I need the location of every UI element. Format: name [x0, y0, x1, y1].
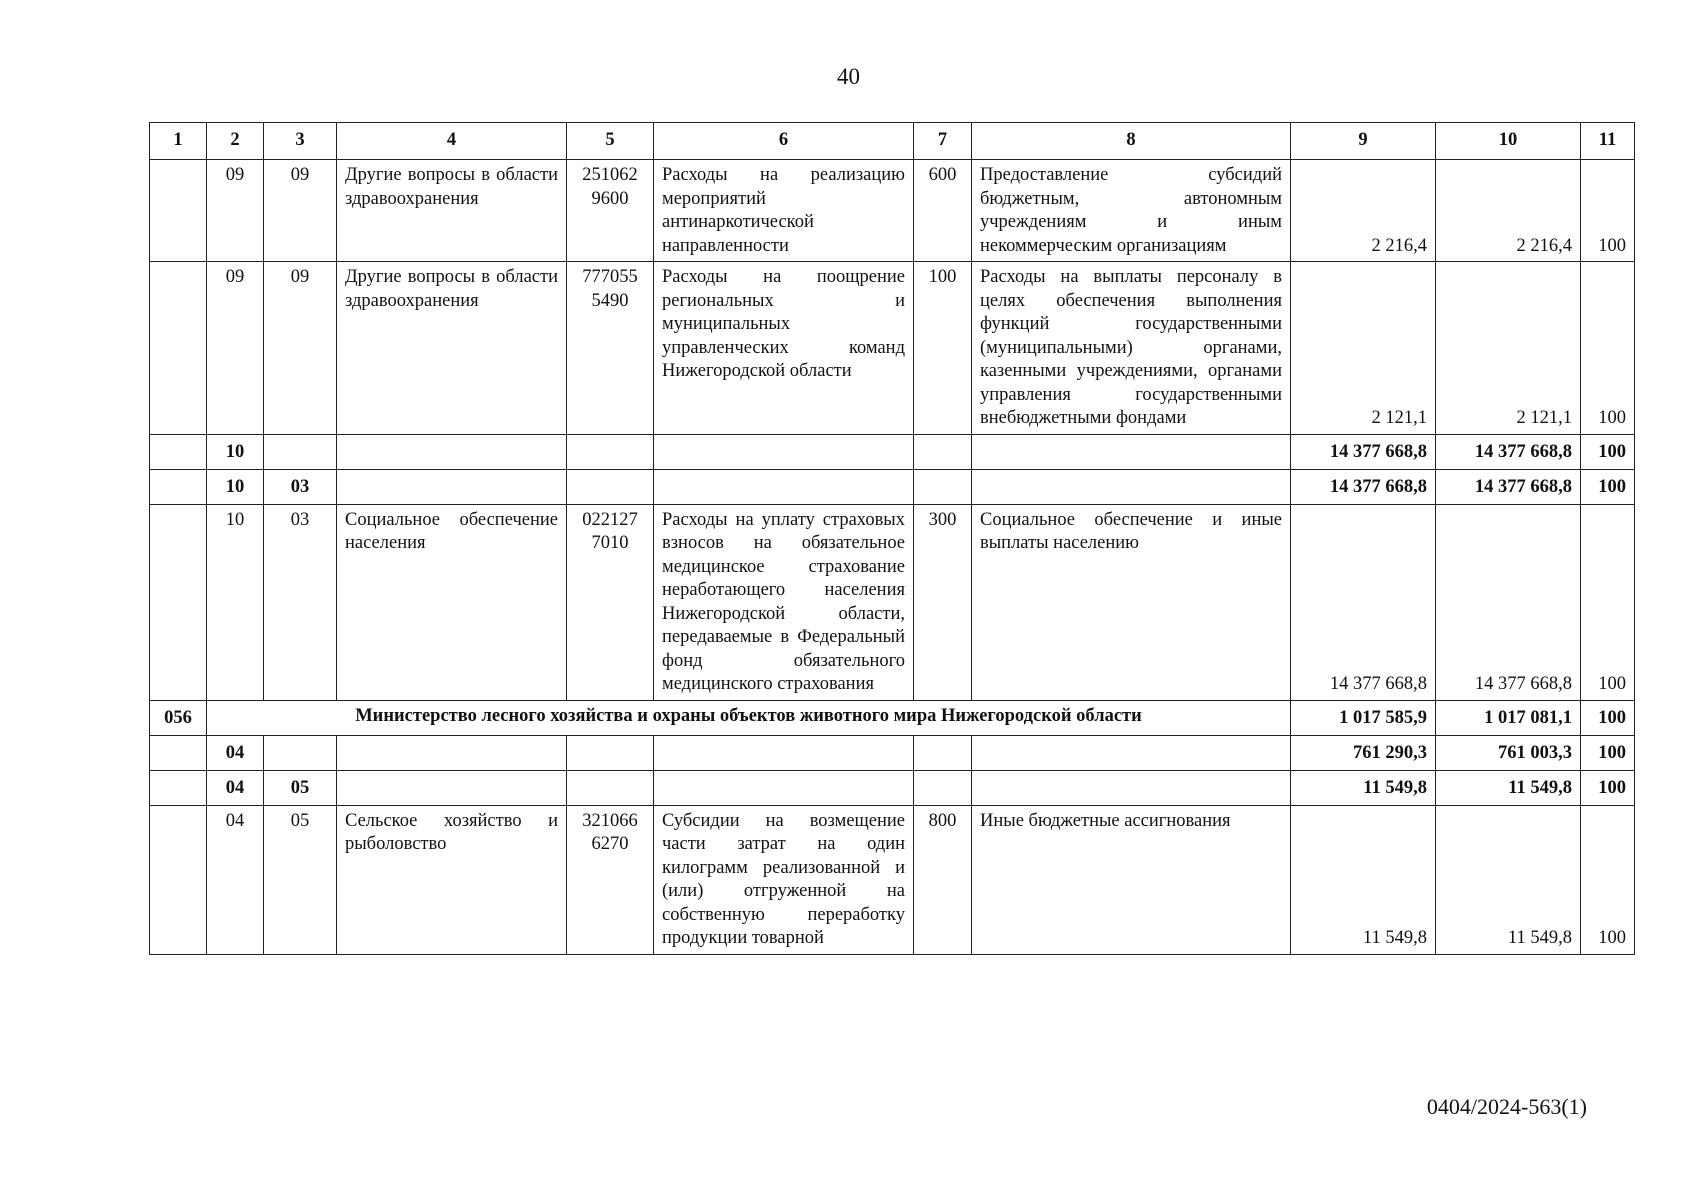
header-cell: 9: [1291, 123, 1436, 160]
cell-amount-executed: 2 121,1: [1436, 262, 1581, 435]
cell-expense-type-name: Иные бюджетные ассигнования: [972, 805, 1291, 954]
cell-target-name: [654, 805, 914, 954]
cell-section: 04: [207, 770, 264, 805]
cell-target-code: [567, 770, 654, 805]
cell-target-code: 251062 9600: [567, 160, 654, 262]
document-code: 0404/2024-563(1): [1426, 1094, 1587, 1119]
header-cell: 7: [914, 123, 972, 160]
cell-expense-type: 300: [914, 504, 972, 700]
header-cell: 4: [337, 123, 567, 160]
cell-ministry-code: [150, 504, 207, 700]
header-cell: 8: [972, 123, 1291, 160]
cell-expense-type: [914, 434, 972, 469]
cell-amount-planned: 2 216,4: [1291, 160, 1436, 262]
section-total-row: [150, 434, 1635, 469]
cell-target-code: [567, 434, 654, 469]
cell-subsection-name: [337, 770, 567, 805]
cell-target-code: [567, 469, 654, 504]
cell-section: 09: [207, 160, 264, 262]
cell-section: 10: [207, 469, 264, 504]
section-total-row: [150, 735, 1635, 770]
cell-expense-type-name: Расходы на выплаты персоналу в целях обеспечения выполнения функций государственными (муниципальными) органами, казенными учреждениями, органами управления государственными внебюджетными фондами: [972, 262, 1291, 435]
cell-percent: 100: [1581, 434, 1635, 469]
cell-subsection: 03: [264, 469, 337, 504]
header-cell: 11: [1581, 123, 1635, 160]
cell-ministry-code: 056: [150, 700, 207, 735]
cell-subsection-name: [337, 434, 567, 469]
cell-subsection-name: [337, 469, 567, 504]
cell-target-code: [567, 735, 654, 770]
cell-amount-executed: 14 377 668,8: [1436, 504, 1581, 700]
cell-section: 09: [207, 262, 264, 435]
cell-subsection-name: Другие вопросы в области здравоохранения: [337, 262, 567, 435]
cell-expense-type: [914, 469, 972, 504]
cell-expense-type-name: Предоставление субсидий бюджетным, автономным учреждениям и иным некоммерческим организациям: [972, 160, 1291, 262]
cell-subsection: [264, 434, 337, 469]
cell-amount-executed: 14 377 668,8: [1436, 469, 1581, 504]
cell-expense-type-name: [972, 434, 1291, 469]
cell-subsection: 05: [264, 805, 337, 954]
cell-expense-type: 800: [914, 805, 972, 954]
cell-ministry-code: [150, 770, 207, 805]
cell-section: 10: [207, 434, 264, 469]
cell-amount-executed: 2 216,4: [1436, 160, 1581, 262]
cell-expense-type-name: [972, 770, 1291, 805]
table-header-row: [150, 123, 1635, 160]
cell-subsection: [264, 735, 337, 770]
cell-section: 04: [207, 735, 264, 770]
cell-percent: 100: [1581, 160, 1635, 262]
cell-expense-type: [914, 770, 972, 805]
cell-amount-planned: 14 377 668,8: [1291, 434, 1436, 469]
cell-ministry-code: [150, 160, 207, 262]
header-cell: 10: [1436, 123, 1581, 160]
cell-target-code: 777055 5490: [567, 262, 654, 435]
cell-amount-planned: 14 377 668,8: [1291, 469, 1436, 504]
cell-ministry-code: [150, 735, 207, 770]
cell-percent: 100: [1581, 770, 1635, 805]
cell-amount-planned: 1 017 585,9: [1291, 700, 1436, 735]
subsection-total-row: [150, 770, 1635, 805]
cell-section: 04: [207, 805, 264, 954]
ministry-row: [150, 700, 1635, 735]
cell-target-name: [654, 469, 914, 504]
cell-amount-executed: 1 017 081,1: [1436, 700, 1581, 735]
cell-percent: 100: [1581, 735, 1635, 770]
cell-subsection: 03: [264, 504, 337, 700]
cell-amount-executed: 761 003,3: [1436, 735, 1581, 770]
cell-percent: 100: [1581, 700, 1635, 735]
cell-subsection-name: [337, 735, 567, 770]
cell-expense-type: [914, 735, 972, 770]
cell-subsection: 09: [264, 262, 337, 435]
budget-table: [149, 122, 1635, 955]
cell-percent: 100: [1581, 262, 1635, 435]
cell-expense-type-name: [972, 735, 1291, 770]
page-number: 40: [837, 64, 860, 89]
cell-percent: 100: [1581, 469, 1635, 504]
cell-target-name: Расходы на уплату страховых взносов на обязательное медицинское страхование неработающего населения Нижегородской области, передаваемые в Федеральный фонд обязательного медицинского страхования: [654, 504, 914, 700]
cell-subsection: 09: [264, 160, 337, 262]
table-row: [150, 160, 1635, 262]
ministry-name: Министерство лесного хозяйства и охраны объектов животного мира Нижегородской области: [207, 700, 1291, 735]
cell-target-name: Расходы на поощрение региональных и муниципальных управленческих команд Нижегородской области: [654, 262, 914, 435]
cell-percent: 100: [1581, 805, 1635, 954]
subsection-total-row: [150, 469, 1635, 504]
table-row: [150, 805, 1635, 954]
header-cell: 2: [207, 123, 264, 160]
header-cell: 5: [567, 123, 654, 160]
header-cell: 3: [264, 123, 337, 160]
cell-section: 10: [207, 504, 264, 700]
table-row: [150, 504, 1635, 700]
cell-expense-type-name: Социальное обеспечение и иные выплаты населению: [972, 504, 1291, 700]
cell-subsection-name: Другие вопросы в области здравоохранения: [337, 160, 567, 262]
header-cell: 6: [654, 123, 914, 160]
cell-ministry-code: [150, 262, 207, 435]
cell-amount-planned: 14 377 668,8: [1291, 504, 1436, 700]
cell-target-code: 022127 7010: [567, 504, 654, 700]
cell-amount-planned: 11 549,8: [1291, 770, 1436, 805]
cell-percent: 100: [1581, 504, 1635, 700]
cell-ministry-code: [150, 805, 207, 954]
cell-subsection-name: Сельское хозяйство и рыболовство: [337, 805, 567, 954]
cell-ministry-code: [150, 434, 207, 469]
target-name-text: Субсидии на возмещение части затрат на один килограмм реализованной и (или) отгруженной на собственную переработку продукции товарной: [662, 810, 905, 948]
cell-amount-executed: 11 549,8: [1436, 805, 1581, 954]
cell-subsection: 05: [264, 770, 337, 805]
cell-target-name: [654, 735, 914, 770]
cell-amount-planned: 11 549,8: [1291, 805, 1436, 954]
cell-subsection-name: Социальное обеспечение населения: [337, 504, 567, 700]
table-row: [150, 262, 1635, 435]
cell-target-name: [654, 434, 914, 469]
cell-target-code: 321066 6270: [567, 805, 654, 954]
cell-amount-planned: 761 290,3: [1291, 735, 1436, 770]
cell-target-name: [654, 770, 914, 805]
cell-expense-type: 600: [914, 160, 972, 262]
header-cell: 1: [150, 123, 207, 160]
cell-amount-executed: 14 377 668,8: [1436, 434, 1581, 469]
cell-amount-executed: 11 549,8: [1436, 770, 1581, 805]
cell-target-name: Расходы на реализацию мероприятий антинаркотической направленности: [654, 160, 914, 262]
cell-amount-planned: 2 121,1: [1291, 262, 1436, 435]
cell-expense-type: 100: [914, 262, 972, 435]
cell-ministry-code: [150, 469, 207, 504]
cell-expense-type-name: [972, 469, 1291, 504]
